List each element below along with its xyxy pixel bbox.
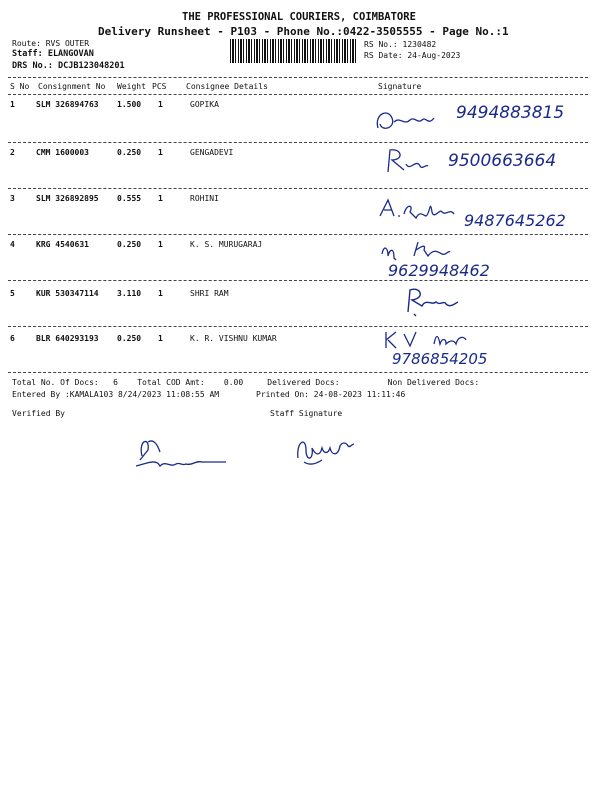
row-sno: 6 <box>10 334 15 343</box>
row-consignee: GENGADEVI <box>190 148 234 157</box>
row-weight: 0.555 <box>117 194 142 203</box>
row-sno: 3 <box>10 194 15 203</box>
row-weight: 0.250 <box>117 334 142 343</box>
drs-number: DRS No.: DCJB123048201 <box>12 61 125 71</box>
row-consignee: K. S. MURUGARAJ <box>190 240 263 249</box>
receiver-phone: 9786854205 <box>392 350 488 368</box>
row-consignee: GOPIKA <box>190 100 219 109</box>
divider <box>8 234 588 235</box>
row-weight: 3.110 <box>117 289 142 298</box>
row-weight: 0.250 <box>117 240 142 249</box>
row-consignment: KUR 530347114 <box>36 289 99 298</box>
divider <box>8 280 588 281</box>
verified-by-label: Verified By <box>12 409 65 418</box>
row-consignment: BLR 640293193 <box>36 334 99 343</box>
row-pcs: 1 <box>158 148 163 157</box>
company-title: THE PROFESSIONAL COURIERS, COIMBATORE <box>182 11 416 23</box>
divider <box>8 142 588 143</box>
totals-line: Total No. Of Docs: 6 Total COD Amt: 0.00 Delivered Docs: Non Delivered Docs: <box>12 378 480 387</box>
staff-signature-label: Staff Signature <box>270 409 343 418</box>
divider <box>8 94 588 95</box>
receiver-phone: 9500663664 <box>448 151 557 171</box>
runsheet-subtitle: Delivery Runsheet - P103 - Phone No.:0422-3505555 - Page No.:1 <box>98 25 509 38</box>
receiver-signature <box>398 284 478 320</box>
rs-number: RS No.: 1230482 <box>364 40 437 49</box>
receiver-phone: 9487645262 <box>464 211 566 230</box>
row-sno: 4 <box>10 240 15 249</box>
verifier-signature <box>128 432 258 476</box>
col-consignee: Consignee Details <box>186 82 268 91</box>
barcode <box>230 39 358 63</box>
col-sno: S No <box>10 82 30 91</box>
col-consignment: Consignment No <box>38 82 106 91</box>
receiver-phone: 9629948462 <box>388 261 490 280</box>
row-consignee: ROHINI <box>190 194 219 203</box>
divider <box>8 77 588 78</box>
col-pcs: PCS <box>152 82 167 91</box>
row-weight: 0.250 <box>117 148 142 157</box>
row-weight: 1.500 <box>117 100 142 109</box>
row-pcs: 1 <box>158 289 163 298</box>
staff-label: Staff: ELANGOVAN <box>12 49 94 59</box>
receiver-phone: 9494883815 <box>456 103 565 123</box>
divider <box>8 372 588 373</box>
route-label: Route: RVS OUTER <box>12 39 90 48</box>
row-sno: 2 <box>10 148 15 157</box>
col-weight: Weight <box>117 82 146 91</box>
receiver-signature <box>378 236 568 282</box>
row-consignment: CMM 1600003 <box>36 148 89 157</box>
row-pcs: 1 <box>158 100 163 109</box>
entered-by: Entered By :KAMALA103 8/24/2023 11:08:55 AM <box>12 390 220 399</box>
row-consignee: SHRI RAM <box>190 289 229 298</box>
row-consignment: SLM 326892895 <box>36 194 99 203</box>
row-consignment: SLM 326894763 <box>36 100 99 109</box>
receiver-signature <box>382 326 572 370</box>
receiver-signature <box>382 144 572 180</box>
row-pcs: 1 <box>158 194 163 203</box>
row-pcs: 1 <box>158 334 163 343</box>
divider <box>8 188 588 189</box>
receiver-signature <box>378 192 578 232</box>
rs-date: RS Date: 24-Aug-2023 <box>364 51 461 60</box>
row-pcs: 1 <box>158 240 163 249</box>
receiver-signature <box>372 98 572 138</box>
row-consignment: KRG 4540631 <box>36 240 89 249</box>
staff-signature <box>292 432 362 472</box>
row-sno: 5 <box>10 289 15 298</box>
row-consignee: K. R. VISHNU KUMAR <box>190 334 277 343</box>
printed-on: Printed On: 24-08-2023 11:11:46 <box>256 390 406 399</box>
row-sno: 1 <box>10 100 15 109</box>
col-signature: Signature <box>378 82 422 91</box>
